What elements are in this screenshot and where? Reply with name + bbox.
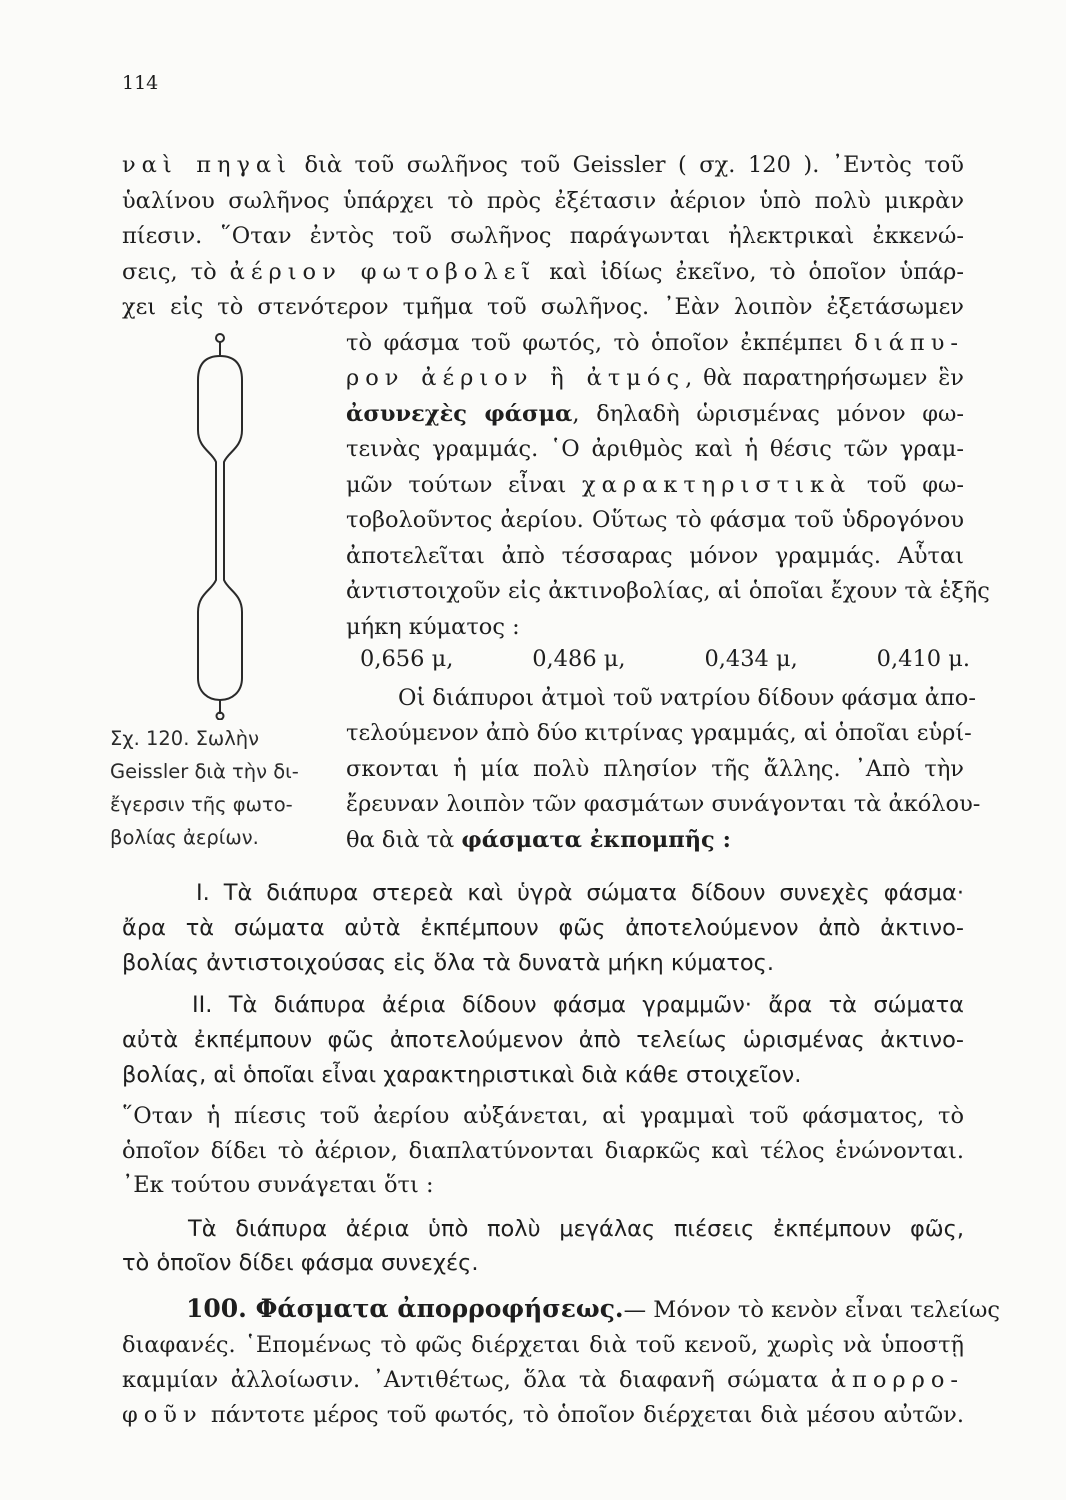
caption-line: Σχ. 120. Σωλὴν: [110, 727, 260, 750]
text-line: ῞Οταν ἡ πίεσις τοῦ ἀερίου αὐξάνεται, αἱ γραμμαὶ τοῦ φάσματος, τὸ: [122, 1103, 964, 1129]
bold-text: φάσματα ἐκπομπῆς :: [461, 827, 731, 853]
section-heading-line: [186, 1294, 1000, 1325]
text-line: χει εἰς τὸ στενότερον τμῆμα τοῦ σωλῆνος. ᾿Εὰν λοιπὸν ἐξετάσωμεν: [122, 294, 964, 320]
text-line: [346, 328, 964, 358]
wavelength-value: 0,656 μ,: [360, 646, 454, 672]
caption-line: βολίας ἀερίων.: [110, 826, 259, 849]
text-run: μῶν τούτων εἶναι: [346, 472, 583, 498]
spaced-text: ναὶ πηγαὶ: [122, 152, 292, 178]
spaced-text: ἀέριον φωτοβολεῖ: [229, 259, 537, 285]
caption-line: ἔγερσιν τῆς φωτο-: [110, 793, 293, 816]
text-line: τεινὰς γραμμάς. ῾Ο ἀριθμὸς καὶ ἡ θέσις τῶν γραμ-: [346, 436, 964, 462]
text-run: τὸ φάσμα τοῦ φωτός, τὸ ὁποῖον ἐκπέμπει: [346, 330, 855, 356]
text-run: τοῦ φω-: [851, 472, 964, 498]
text-line: ἔρευναν λοιπὸν τῶν φασμάτων συνάγονται τὰ ἀκόλου-: [346, 791, 981, 817]
text-line: [122, 150, 964, 180]
rule-line: ἄρα τὰ σώματα αὐτὰ ἐκπέμπουν φῶς ἀποτελούμενον ἀπὸ ἀκτινο-: [122, 915, 964, 941]
rule-line: βολίας ἀντιστοιχούσας εἰς ὅλα τὰ δυνατὰ μήκη κύματος.: [122, 950, 775, 976]
spaced-text: ρον ἀέριον ἢ ἀτμός: [346, 365, 686, 391]
text-line: διαφανές. ῾Επομένως τὸ φῶς διέρχεται διὰ τοῦ κενοῦ, χωρὶς νὰ ὑποστῇ: [122, 1332, 964, 1358]
caption-line: Geissler διὰ τὴν δι-: [110, 760, 299, 783]
text-line: [346, 399, 964, 429]
spaced-text: φοῦν: [122, 1402, 203, 1428]
text-line: πίεσιν. ῞Οταν ἐντὸς τοῦ σωλῆνος παράγωνται ἠλεκτρικαὶ ἐκκενώ-: [122, 223, 964, 249]
text-line: μήκη κύματος :: [346, 614, 520, 640]
text-line: [122, 257, 964, 287]
wavelength-values: [360, 646, 970, 672]
text-run: θα διὰ τὰ: [346, 827, 462, 853]
text-line: [122, 1400, 964, 1430]
figure-caption: [110, 722, 340, 854]
tube-outline: [198, 356, 242, 700]
text-line: [346, 825, 964, 855]
page-number: 114: [122, 72, 159, 94]
text-run: διὰ τοῦ σωλῆνος τοῦ Geissler ( σχ. 120 ). ᾿Εντὸς τοῦ: [291, 152, 964, 178]
text-line: τοβολοῦντος ἀερίου. Οὕτως τὸ φάσμα τοῦ ὑδρογόνου: [346, 507, 964, 533]
text-line: ἀντιστοιχοῦν εἰς ἀκτινοβολίας, αἱ ὁποῖαι ἔχουν τὰ ἑξῆς: [346, 578, 990, 604]
text-run: , θὰ παρατηρήσωμεν ἓν: [685, 365, 964, 391]
text-line: ᾿Εκ τούτου συνάγεται ὅτι :: [122, 1172, 434, 1198]
text-line: Οἱ διάπυροι ἀτμοὶ τοῦ νατρίου δίδουν φάσμα ἀπο-: [398, 685, 976, 711]
wavelength-value: 0,434 μ,: [704, 646, 798, 672]
rule-line: II. Τὰ διάπυρα ἀέρια δίδουν φάσμα γραμμῶν· ἄρα τὰ σώματα: [192, 992, 964, 1018]
text-line: [346, 470, 964, 500]
text-line: ὁποῖον δίδει τὸ ἀέριον, διαπλατύνονται διαρκῶς καὶ τέλος ἑνώνονται.: [122, 1138, 964, 1164]
wavelength-value: 0,410 μ.: [876, 646, 970, 672]
rule-line: I. Τὰ διάπυρα στερεὰ καὶ ὑγρὰ σώματα δίδουν συνεχὲς φάσμα·: [196, 880, 964, 906]
text-line: ὑαλίνου σωλῆνος ὑπάρχει τὸ πρὸς ἐξέτασιν ἀέριον ὑπὸ πολὺ μικρὰν: [122, 188, 964, 214]
text-line: τελούμενον ἀπὸ δύο κιτρίνας γραμμάς, αἱ ὁποῖαι εὑρί-: [346, 720, 972, 746]
text-run: πάντοτε μέρος τοῦ φωτός, τὸ ὁποῖον διέρχεται διὰ μέσου αὐτῶν.: [202, 1402, 964, 1428]
spaced-text: διάπυ-: [854, 330, 964, 356]
geissler-tube-figure: [190, 330, 250, 720]
spaced-text: χαρακτηριστικὰ: [582, 472, 852, 498]
text-run: σεις, τὸ: [122, 259, 230, 285]
section-heading: 100. Φάσματα ἀπορροφήσεως.: [186, 1294, 624, 1323]
text-run: καὶ ἰδίως ἐκεῖνο, τὸ ὁποῖον ὑπάρ-: [536, 259, 965, 285]
text-run: , δηλαδὴ ὡρισμένας μόνον φω-: [572, 401, 964, 427]
conclusion-line: τὸ ὁποῖον δίδει φάσμα συνεχές.: [122, 1250, 479, 1276]
rule-line: αὐτὰ ἐκπέμπουν φῶς ἀποτελούμενον ἀπὸ τελείως ὡρισμένας ἀκτινο-: [122, 1027, 964, 1053]
spaced-text: ἀπορρο-: [830, 1367, 964, 1393]
conclusion-line: Τὰ διάπυρα ἀέρια ὑπὸ πολὺ μεγάλας πιέσεις ἐκπέμπουν φῶς,: [188, 1216, 964, 1242]
text-line: ἀποτελεῖται ἀπὸ τέσσαρας μόνον γραμμάς. Αὗται: [346, 543, 964, 569]
text-run: — Μόνον τὸ κενὸν εἶναι τελείως: [623, 1297, 1000, 1323]
text-line: σκονται ἡ μία πολὺ πλησίον τῆς ἄλλης. ᾿Απὸ τὴν: [346, 756, 964, 782]
bold-text: ἀσυνεχὲς φάσμα: [346, 401, 573, 427]
text-line: [346, 363, 964, 393]
wavelength-value: 0,486 μ,: [532, 646, 626, 672]
text-line: [122, 1365, 964, 1395]
text-run: καμμίαν ἀλλοίωσιν. ᾿Αντιθέτως, ὅλα τὰ διαφανῆ σώματα: [122, 1367, 831, 1393]
electrode-top: [216, 334, 224, 342]
rule-line: βολίας, αἱ ὁποῖαι εἶναι χαρακτηριστικαὶ διὰ κάθε στοιχεῖον.: [122, 1062, 802, 1088]
